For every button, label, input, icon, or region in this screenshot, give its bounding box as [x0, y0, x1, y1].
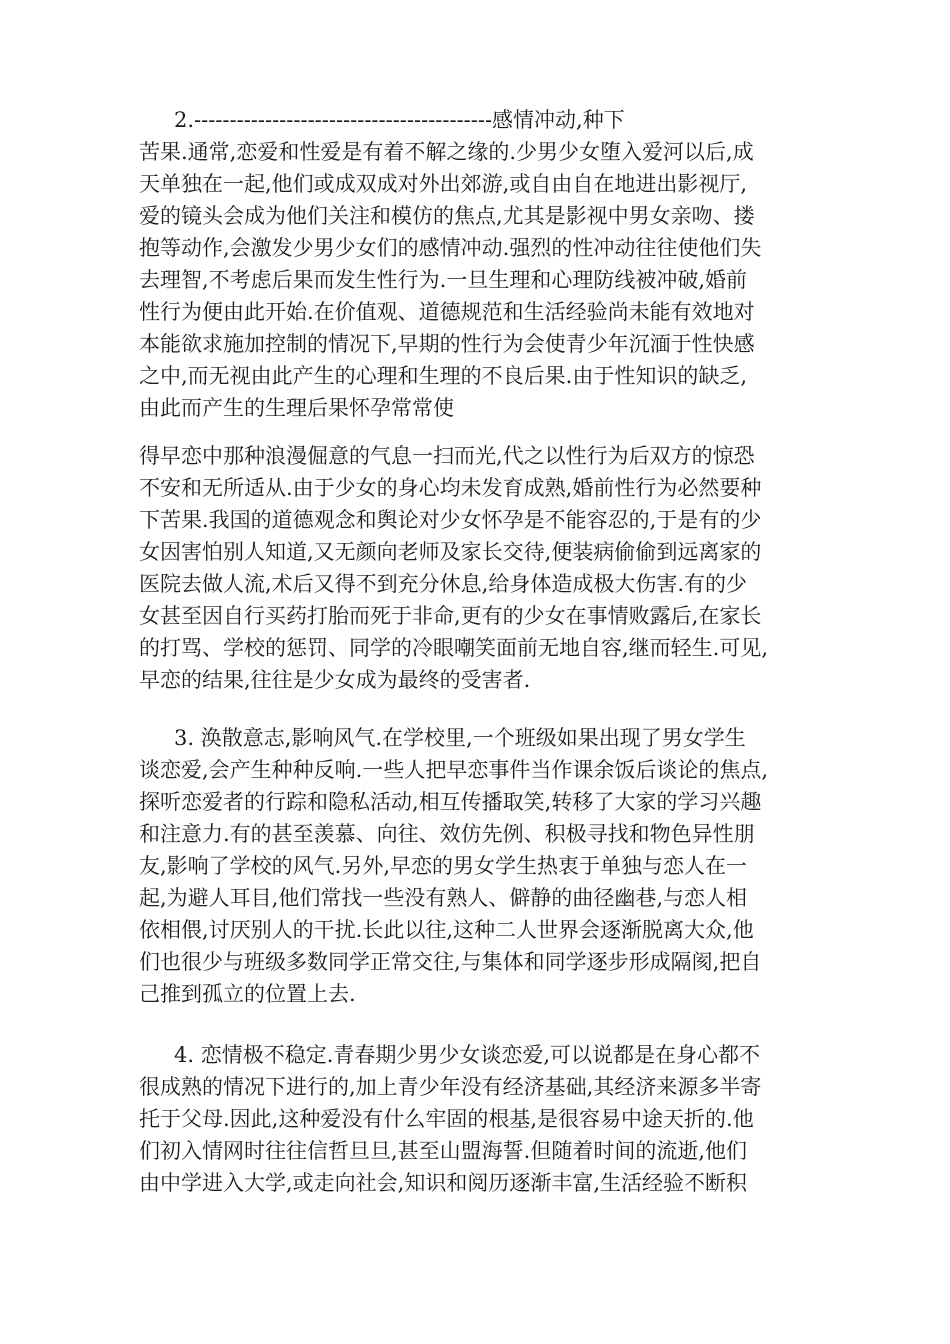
paragraph-line: 探听恋爱者的行踪和隐私活动,相互传播取笑,转移了大家的学习兴趣: [139, 790, 762, 814]
paragraph-line: 去理智,不考虑后果而发生性行为.一旦生理和心理防线被冲破,婚前: [139, 268, 748, 292]
paragraph-line: 早恋的结果,往往是少女成为最终的受害者.: [139, 668, 531, 692]
paragraph-line: 友,影响了学校的风气.另外,早恋的男女学生热衷于单独与恋人在一: [139, 854, 748, 878]
paragraph-line: 女因害怕别人知道,又无颜向老师及家长交待,便装病偷偷到远离家的: [139, 540, 762, 564]
paragraph-line: 抱等动作,会激发少男少女们的感情冲动.强烈的性冲动往往使他们失: [139, 236, 762, 260]
paragraph-line: 由中学进入大学,或走向社会,知识和阅历逐渐丰富,生活经验不断积: [139, 1171, 748, 1195]
paragraph-line: 由此而产生的生理后果怀孕常常使: [139, 396, 454, 420]
paragraph-line: 下苦果.我国的道德观念和舆论对少女怀孕是不能容忍的,于是有的少: [139, 508, 762, 532]
paragraph-line: 3. 涣散意志,影响风气.在学校里,一个班级如果出现了男女学生: [174, 726, 746, 750]
paragraph-line: 依相偎,讨厌别人的干扰.长此以往,这种二人世界会逐渐脱离大众,他: [139, 918, 754, 942]
paragraph-line: 医院去做人流,术后又得不到充分休息,给身体造成极大伤害.有的少: [139, 572, 748, 596]
paragraph-line: 2.------------------------------------------感情冲动,种下: [174, 108, 625, 132]
paragraph-line: 性行为便由此开始.在价值观、道德规范和生活经验尚未能有效地对: [139, 300, 755, 324]
paragraph-line: 很成熟的情况下进行的,加上青少年没有经济基础,其经济来源多半寄: [139, 1075, 762, 1099]
paragraph-line: 本能欲求施加控制的情况下,早期的性行为会使青少年沉湎于性快感: [139, 332, 755, 356]
paragraph-line: 谈恋爱,会产生种种反响.一些人把早恋事件当作课余饭后谈论的焦点,: [139, 758, 769, 782]
paragraph-line: 和注意力.有的甚至羡慕、向往、效仿先例、积极寻找和物色异性朋: [139, 822, 755, 846]
paragraph-line: 的打骂、学校的惩罚、同学的冷眼嘲笑面前无地自容,继而轻生.可见,: [139, 636, 769, 660]
paragraph-line: 托于父母.因此,这种爱没有什么牢固的根基,是很容易中途天折的.他: [139, 1107, 754, 1131]
paragraph-line: 天单独在一起,他们或成双成对外出郊游,或自由自在地进出影视厅,: [139, 172, 748, 196]
paragraph-line: 己推到孤立的位置上去.: [139, 982, 356, 1006]
paragraph-line: 们初入情网时往往信哲旦旦,甚至山盟海誓.但随着时间的流逝,他们: [139, 1139, 748, 1163]
paragraph-line: 爱的镜头会成为他们关注和模仿的焦点,尤其是影视中男女亲吻、搂: [139, 204, 755, 228]
paragraph-line: 4. 恋情极不稳定.青春期少男少女谈恋爱,可以说都是在身心都不: [174, 1043, 761, 1067]
paragraph-2-continued: [139, 440, 825, 696]
paragraph-line: 们也很少与班级多数同学正常交往,与集体和同学逐步形成隔阂,把自: [139, 950, 762, 974]
paragraph-3: [139, 722, 825, 1010]
paragraph-line: 不安和无所适从.由于少女的身心均未发育成熟,婚前性行为必然要种: [139, 476, 762, 500]
paragraph-2: [139, 104, 825, 424]
paragraph-line: 得早恋中那种浪漫倔意的气息一扫而光,代之以性行为后双方的惊恐: [139, 444, 755, 468]
paragraph-line: 之中,而无视由此产生的心理和生理的不良后果.由于性知识的缺乏,: [139, 364, 748, 388]
paragraph-4: [139, 1039, 825, 1199]
paragraph-line: 起,为避人耳目,他们常找一些没有熟人、僻静的曲径幽巷,与恋人相: [139, 886, 748, 910]
paragraph-line: 女甚至因自行买药打胎而死于非命,更有的少女在事情败露后,在家长: [139, 604, 762, 628]
paragraph-line: 苦果.通常,恋爱和性爱是有着不解之缘的.少男少女堕入爱河以后,成: [139, 140, 754, 164]
